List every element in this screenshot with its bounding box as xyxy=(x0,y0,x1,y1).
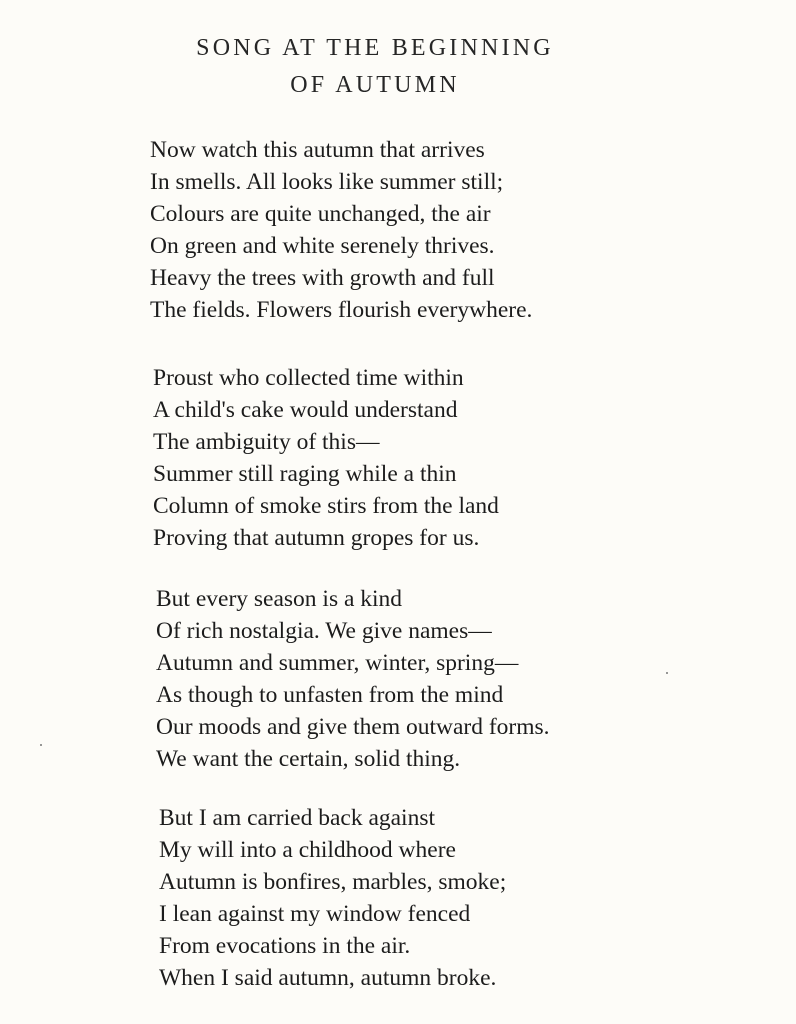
poem-line: But every season is a kind xyxy=(156,586,403,612)
poem-line: My will into a childhood where xyxy=(159,837,456,863)
poem-title xyxy=(0,30,750,104)
poem-line: We want the certain, solid thing. xyxy=(156,746,461,772)
paper-speck xyxy=(666,672,668,674)
stanza-2 xyxy=(153,362,713,554)
poem-line: Proust who collected time within xyxy=(153,365,464,391)
poem-line: The ambiguity of this— xyxy=(153,429,380,455)
poem-line: The fields. Flowers flourish everywhere. xyxy=(150,297,533,323)
poem-line: As though to unfasten from the mind xyxy=(156,682,504,708)
poem-line: But I am carried back against xyxy=(159,805,436,831)
stanza-4 xyxy=(159,802,719,994)
stanza-3 xyxy=(156,583,716,775)
poem-line: Autumn is bonfires, marbles, smoke; xyxy=(159,869,507,895)
poem-line: From evocations in the air. xyxy=(159,933,411,959)
poem-line: When I said autumn, autumn broke. xyxy=(159,965,497,991)
paper-speck xyxy=(40,744,42,746)
poem-line: On green and white serenely thrives. xyxy=(150,233,495,259)
poem-title-line-2: OF AUTUMN xyxy=(290,72,460,98)
poem-line: I lean against my window fenced xyxy=(159,901,471,927)
poem-line: Heavy the trees with growth and full xyxy=(150,265,495,291)
poem-line: Proving that autumn gropes for us. xyxy=(153,525,480,551)
poem-title-line-1: SONG AT THE BEGINNING xyxy=(196,35,554,61)
poem-line: A child's cake would understand xyxy=(153,397,458,423)
poem-line: Colours are quite unchanged, the air xyxy=(150,201,491,227)
stanza-1 xyxy=(150,134,710,326)
poem-line: Summer still raging while a thin xyxy=(153,461,457,487)
poem-line: Our moods and give them outward forms. xyxy=(156,714,550,740)
poem-line: Of rich nostalgia. We give names— xyxy=(156,618,492,644)
poem-line: Column of smoke stirs from the land xyxy=(153,493,499,519)
poem-line: Autumn and summer, winter, spring— xyxy=(156,650,519,676)
poem-line: In smells. All looks like summer still; xyxy=(150,169,504,195)
poem-line: Now watch this autumn that arrives xyxy=(150,137,485,163)
